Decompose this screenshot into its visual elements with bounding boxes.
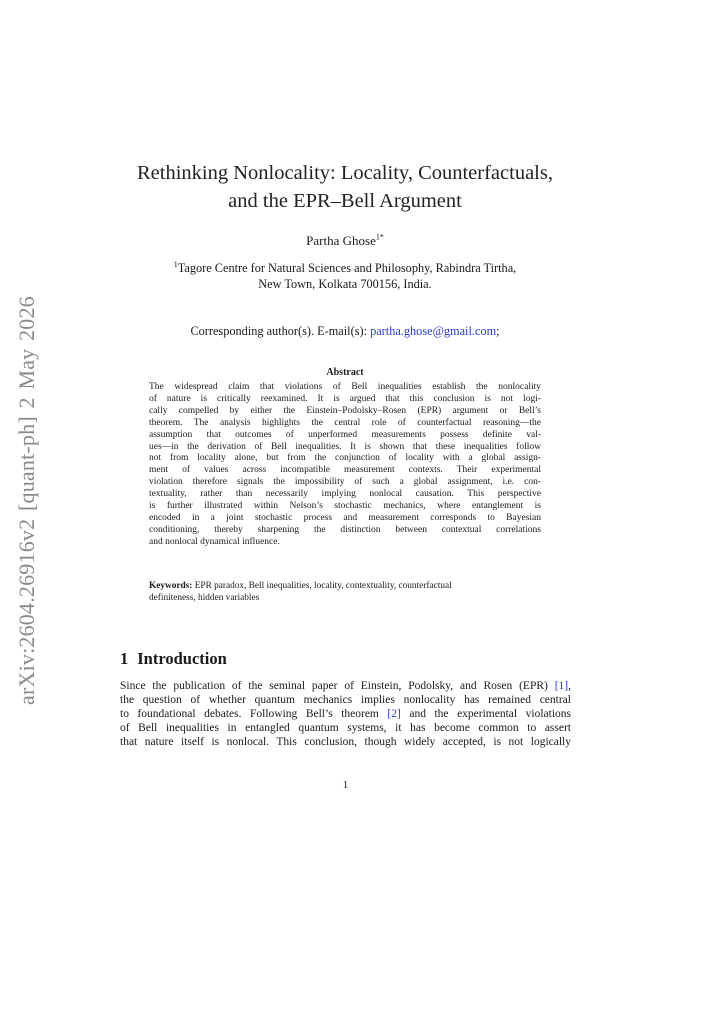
author xyxy=(120,233,570,249)
corresponding-author xyxy=(120,324,570,339)
abstract-line: textuality, rather than necessarily implying nonlocal causation. This perspective xyxy=(149,489,541,500)
abstract-line: encoded in a joint stochastic process and measurement corresponds to Bayesian xyxy=(149,512,541,523)
abstract-heading: Abstract xyxy=(326,367,364,378)
page-number: 1 xyxy=(342,779,349,791)
abstract-line: of nature is critically reexamined. It is argued that this conclusion is not logi- xyxy=(149,393,541,404)
abstract-line: conditioning, thereby sharpening the distinction between contextual correlations xyxy=(149,524,541,535)
intro-line: that nature itself is nonlocal. This conclusion, though widely accepted, is not logically xyxy=(120,736,571,748)
abstract-line: not from locality alone, but from the conjunction of locality with a global assign- xyxy=(149,453,541,464)
author-superscript: 1* xyxy=(375,232,384,242)
introduction-body xyxy=(120,679,571,749)
section-heading-introduction xyxy=(120,649,227,669)
abstract-line: theorem. The analysis highlights the central role of counterfactual reasoning—the xyxy=(149,417,541,428)
intro-line: Since the publication of the seminal paper of Einstein, Podolsky, and Rosen (EPR) [1], xyxy=(120,680,571,692)
affiliation-superscript: 1 xyxy=(173,259,178,269)
title-line-1: Rethinking Nonlocality: Locality, Counterfactuals, xyxy=(137,162,553,184)
intro-line: the question of whether quantum mechanics implies nonlocality has remained central xyxy=(120,694,571,706)
affiliation-line-2: New Town, Kolkata 700156, India. xyxy=(258,277,432,291)
abstract-line: ues—in the derivation of Bell inequalities. It is shown that these inequalities follow xyxy=(149,441,541,452)
keywords-line-1: EPR paradox, Bell inequalities, locality, contextuality, counterfactual xyxy=(192,581,452,591)
affiliation xyxy=(120,260,570,292)
intro-line: of Bell inequalities in entangled quantum systems, it has become common to assert xyxy=(120,722,571,734)
affiliation-line-1: Tagore Centre for Natural Sciences and Philosophy, Rabindra Tirtha, xyxy=(177,261,517,275)
corresponding-suffix: ; xyxy=(496,324,500,338)
keywords-label: Keywords: xyxy=(149,581,193,591)
section-number: 1 xyxy=(120,649,129,668)
email-link[interactable]: partha.ghose@gmail.com xyxy=(370,324,497,338)
section-title: Introduction xyxy=(137,649,227,668)
keywords-line-2: definiteness, hidden variables xyxy=(149,592,260,603)
abstract-line: ment of values across incompatible measurement contexts. Their experimental xyxy=(149,465,541,476)
abstract-line: is further illustrated within Nelson’s stochastic mechanics, where entanglement is xyxy=(149,501,541,512)
abstract-line: and nonlocal dynamical influence. xyxy=(149,536,280,547)
citation-link-2[interactable]: [2] xyxy=(387,708,401,720)
paper-title xyxy=(120,159,570,215)
abstract-line: cally compelled by either the Einstein–Podolsky–Rosen (EPR) argument or Bell’s xyxy=(149,405,541,416)
abstract-line: violation therefore signals the impossibility of such a global assignment, i.e. con- xyxy=(149,477,541,488)
author-name: Partha Ghose xyxy=(306,233,376,248)
abstract-body xyxy=(149,382,541,549)
citation-link-1[interactable]: [1] xyxy=(554,680,569,692)
abstract-line: The widespread claim that violations of Bell inequalities establish the nonlocality xyxy=(149,382,541,392)
abstract-line: assumption that outcomes of unperformed measurements possess definite val- xyxy=(149,429,541,440)
intro-line: to foundational debates. Following Bell’s theorem [2] and the experimental violations xyxy=(120,708,571,720)
keywords xyxy=(149,581,541,605)
title-line-2: and the EPR–Bell Argument xyxy=(228,190,462,212)
arxiv-identifier-stamp: arXiv:2604.26916v2 [quant-ph] 2 May 2026 xyxy=(14,296,39,705)
corresponding-label: Corresponding author(s). E-mail(s): xyxy=(190,324,371,338)
